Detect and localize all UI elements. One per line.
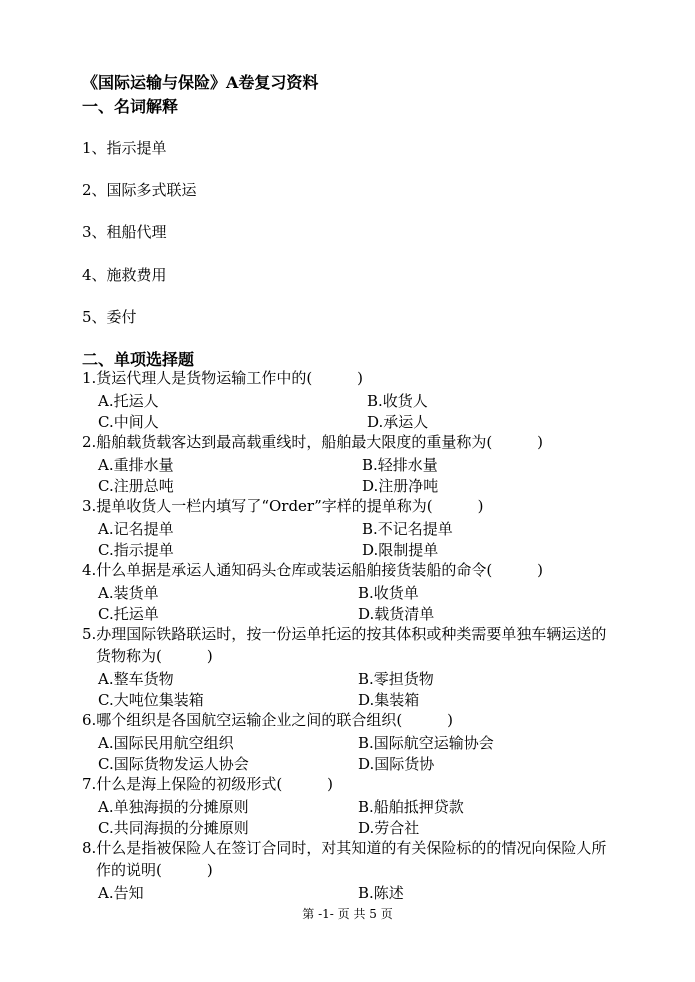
term-item: 3、租船代理 [82, 223, 167, 241]
question-text: 6.哪个组织是各国航空运输企业之间的联合组织( ) [82, 711, 454, 729]
option-c: C.托运单 [98, 605, 159, 623]
option-b: B.零担货物 [358, 670, 434, 688]
option-b: B.陈述 [358, 884, 404, 902]
term-item: 2、国际多式联运 [82, 181, 197, 199]
term-item: 5、委付 [82, 308, 137, 326]
question-text: 1.货运代理人是货物运输工作中的( ) [82, 369, 364, 387]
option-d: D.国际货协 [358, 755, 435, 773]
page-footer: 第 -1- 页 共 5 页 [302, 907, 393, 921]
option-b: B.船舶抵押贷款 [358, 798, 464, 816]
question-text: 7.什么是海上保险的初级形式( ) [82, 775, 334, 793]
question-text: 2.船舶载货载客达到最高载重线时，船舶最大限度的重量称为( ) [82, 433, 544, 451]
question-text: 8.什么是指被保险人在签订合同时，对其知道的有关保险标的的情况向保险人所 [82, 839, 607, 857]
term-item: 1、指示提单 [82, 139, 167, 157]
option-a: A.托运人 [98, 392, 159, 410]
option-d: D.载货清单 [358, 605, 435, 623]
option-a: A.国际民用航空组织 [98, 734, 234, 752]
option-c: C.注册总吨 [98, 477, 174, 495]
question-text: 5.办理国际铁路联运时，按一份运单托运的按其体积或种类需要单独车辆运送的 [82, 625, 607, 643]
option-a: A.单独海损的分摊原则 [98, 798, 249, 816]
section-heading-terms: 一、名词解释 [82, 97, 179, 116]
option-c: C.共同海损的分摊原则 [98, 819, 249, 837]
section-heading-choice: 二、单项选择题 [82, 350, 195, 369]
option-b: B.收货人 [367, 392, 428, 410]
option-a: A.重排水量 [98, 456, 174, 474]
option-d: D.注册净吨 [362, 477, 439, 495]
option-a: A.告知 [98, 884, 144, 902]
option-c: C.大吨位集装箱 [98, 691, 204, 709]
document-title: 《国际运输与保险》A卷复习资料 [82, 73, 319, 92]
option-d: D.集装箱 [358, 691, 420, 709]
option-c: C.中间人 [98, 413, 159, 431]
option-b: B.轻排水量 [362, 456, 438, 474]
question-text-continued: 货物称为( ) [96, 647, 213, 665]
option-d: D.劳合社 [358, 819, 420, 837]
option-c: C.指示提单 [98, 541, 174, 559]
option-b: B.收货单 [358, 584, 419, 602]
option-a: A.记名提单 [98, 520, 174, 538]
option-d: D.承运人 [367, 413, 429, 431]
question-text-continued: 作的说明( ) [96, 861, 213, 879]
question-text: 3.提单收货人一栏内填写了“Order”字样的提单称为( ) [82, 497, 484, 515]
option-d: D.限制提单 [362, 541, 439, 559]
question-text: 4.什么单据是承运人通知码头仓库或装运船舶接货装船的命令( ) [82, 561, 544, 579]
option-b: B.不记名提单 [362, 520, 453, 538]
option-b: B.国际航空运输协会 [358, 734, 494, 752]
option-a: A.装货单 [98, 584, 159, 602]
option-a: A.整车货物 [98, 670, 174, 688]
term-item: 4、施救费用 [82, 266, 167, 284]
option-c: C.国际货物发运人协会 [98, 755, 249, 773]
